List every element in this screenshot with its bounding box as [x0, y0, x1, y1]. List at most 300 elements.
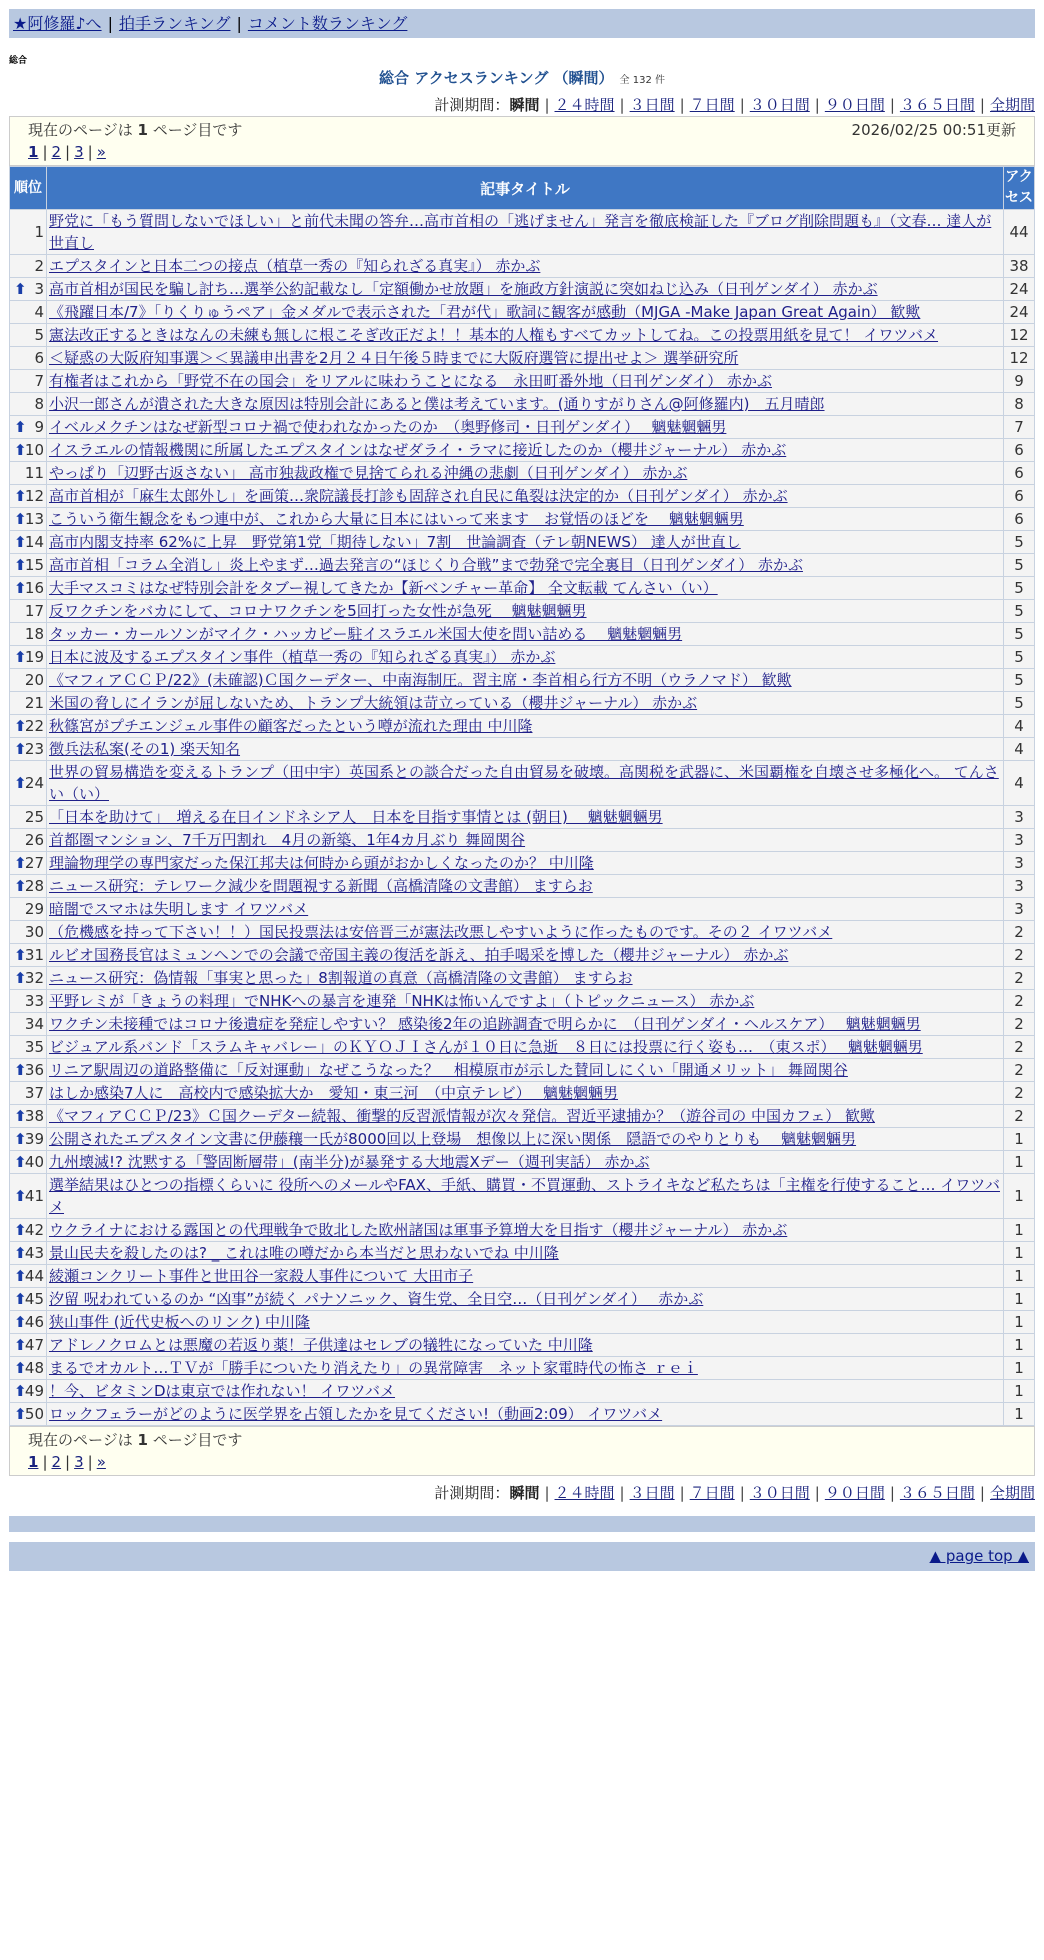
- period-separator: |: [814, 1484, 820, 1502]
- rank-cell: [10, 669, 47, 692]
- rank-number: 43: [24, 1244, 44, 1262]
- period-link[interactable]: ３０日間: [749, 96, 810, 114]
- table-row: [10, 1288, 1035, 1311]
- page-separator: |: [42, 143, 48, 161]
- up-arrow-icon: ⬆: [14, 418, 27, 436]
- article-link[interactable]: ワクチン未接種ではコロナ後遺症を発症しやすい？ 感染後2年の追跡調査で明らかに （日刊ゲンダイ・ヘルスケア） 魑魅魍魎男: [49, 1015, 921, 1033]
- access-count: 2: [1004, 1013, 1035, 1036]
- rank-number: 27: [24, 854, 44, 872]
- rank-number: 12: [24, 487, 44, 505]
- article-link[interactable]: 平野レミが「きょうの料理」でNHKへの暴言を連発「NHKは怖いんですよ」（トピックニュース） 赤かぶ: [49, 992, 755, 1010]
- table-row: [10, 829, 1035, 852]
- title-cell: [47, 577, 1004, 600]
- rank-cell: [10, 990, 47, 1013]
- rank-cell: [10, 577, 47, 600]
- page-link[interactable]: 1: [28, 1453, 39, 1471]
- access-count: 38: [1004, 255, 1035, 278]
- rank-cell: [10, 347, 47, 370]
- period-separator: |: [544, 1484, 550, 1502]
- rank-cell: [10, 1036, 47, 1059]
- comment-ranking-link[interactable]: コメント数ランキング: [247, 14, 408, 33]
- period-selector-top: [9, 94, 1035, 116]
- title-cell: [47, 1036, 1004, 1059]
- article-link[interactable]: 日本に波及するエプスタイン事件（植草一秀の『知られざる真実』） 赤かぶ: [49, 648, 556, 666]
- title-cell: [47, 531, 1004, 554]
- table-row: [10, 646, 1035, 669]
- access-count: 24: [1004, 301, 1035, 324]
- rank-number: 21: [24, 694, 44, 712]
- article-link[interactable]: やっぱり「辺野古返さない」 高市独裁政権で見捨てられる沖縄の悲劇（日刊ゲンダイ） 赤かぶ: [49, 464, 688, 482]
- article-link[interactable]: こういう衛生観念をもつ連中が、これから大量に日本にはいって来ます お覚悟のほどを 魑魅魍魎男: [49, 510, 744, 528]
- pager-current: 1: [137, 121, 148, 139]
- table-row: [10, 1059, 1035, 1082]
- up-arrow-icon: ⬆: [14, 487, 27, 505]
- table-row: [10, 1219, 1035, 1242]
- table-row: [10, 967, 1035, 990]
- page-separator: |: [87, 1453, 93, 1471]
- article-link[interactable]: ビジュアル系バンド「スラムキャバレー」のＫＹＯＪＩさんが１０日に急逝 ８日には投票に行く姿も… （東スポ） 魑魅魍魎男: [49, 1038, 923, 1056]
- table-row: [10, 1105, 1035, 1128]
- title-cell: [47, 1219, 1004, 1242]
- pager-status-row: [28, 1429, 1016, 1451]
- article-link[interactable]: 憲法改正するときはなんの未練も無しに根こそぎ改正だよ！！基本的人権もすべてカットしてね。この投票用紙を見て！ イワツバメ: [49, 326, 939, 344]
- period-separator: |: [679, 1484, 685, 1502]
- up-arrow-icon: ⬆: [14, 717, 27, 735]
- rank-cell: [10, 210, 47, 255]
- article-link[interactable]: 綾瀬コンクリート事件と世田谷一家殺人事件について 大田市子: [49, 1267, 474, 1285]
- up-arrow-icon: ⬆: [14, 1382, 27, 1400]
- table-row: [10, 1151, 1035, 1174]
- title-cell: [47, 967, 1004, 990]
- rank-cell: [10, 439, 47, 462]
- rank-number: 26: [24, 831, 44, 849]
- up-arrow-icon: ⬆: [14, 774, 27, 792]
- rank-cell: [10, 1242, 47, 1265]
- table-row: [10, 393, 1035, 416]
- table-row: [10, 485, 1035, 508]
- period-current: 瞬間: [509, 1484, 540, 1502]
- title-cell: [47, 347, 1004, 370]
- article-link[interactable]: 世界の貿易構造を変えるトランプ（田中宇）英国系との談合だった自由貿易を破壊。高関税を武器に、米国覇権を自壊させ多極化へ。 てんさい（い）: [49, 763, 999, 803]
- table-row: [10, 347, 1035, 370]
- rank-cell: [10, 1380, 47, 1403]
- article-link[interactable]: リニア駅周辺の道路整備に「反対運動」なぜこうなった？ 相模原市が示した賛同しにくい「開通メリット」 舞岡関谷: [49, 1061, 848, 1079]
- rank-number: 8: [34, 395, 44, 413]
- article-link[interactable]: 景山民夫を殺したのは? _ これは唯の噂だから本当だと思わないでね 中川隆: [49, 1244, 559, 1262]
- updated-time: 2026/02/25 00:51更新: [851, 121, 1016, 139]
- pager-prefix: 現在のページは: [28, 121, 138, 139]
- table-row: [10, 1380, 1035, 1403]
- table-row: [10, 1311, 1035, 1334]
- up-arrow-icon: ⬆: [14, 1187, 27, 1205]
- article-link[interactable]: 有権者はこれから「野党不在の国会」をリアルに味わうことになる 永田町番外地（日刊ゲンダイ） 赤かぶ: [49, 372, 772, 390]
- nav-separator: |: [236, 14, 242, 33]
- access-count: 8: [1004, 393, 1035, 416]
- up-arrow-icon: ⬆: [14, 1290, 27, 1308]
- article-link[interactable]: 九州壊滅!? 沈黙する「警固断層帯」(南半分)が暴発する大地震Xデー（週刊実話） 赤かぶ: [49, 1153, 650, 1171]
- period-link[interactable]: ２４時間: [554, 96, 615, 114]
- article-link[interactable]: 徴兵法私案(その1) 楽天知名: [49, 740, 241, 758]
- title-cell: [47, 1151, 1004, 1174]
- rank-number: 38: [24, 1107, 44, 1125]
- period-link[interactable]: ３６５日間: [899, 1484, 975, 1502]
- page: [0, 9, 1044, 1571]
- article-link[interactable]: 「日本を助けて」 増える在日インドネシア人 日本を目指す事情とは (朝日) 魑魅魍魎男: [49, 808, 663, 826]
- article-link[interactable]: 野党に「もう質問しないでほしい」と前代未聞の答弁…高市首相の「逃げません」発言を徹底検証した『ブログ削除問題も』（文春… 達人が世直し: [49, 212, 992, 252]
- article-link[interactable]: 理論物理学の専門家だった保江邦夫は何時から頭がおかしくなったのか？ 中川隆: [49, 854, 594, 872]
- title-cell: [47, 944, 1004, 967]
- title-cell: [47, 1265, 1004, 1288]
- article-link[interactable]: 暗闇でスマホは失明します イワツバメ: [49, 900, 309, 918]
- article-link[interactable]: 高市首相が「麻生太郎外し」を画策…衆院議長打診も固辞され自民に亀裂は決定的か（日刊ゲンダイ） 赤かぶ: [49, 487, 788, 505]
- page-link[interactable]: 2: [51, 1453, 62, 1471]
- table-row: [10, 1357, 1035, 1380]
- article-link[interactable]: ウクライナにおける露国との代理戦争で敗北した欧州諸国は軍事予算増大を目指す（櫻井ジャーナル） 赤かぶ: [49, 1221, 788, 1239]
- table-row: [10, 508, 1035, 531]
- title-cell: [47, 990, 1004, 1013]
- access-count: 1: [1004, 1334, 1035, 1357]
- rank-cell: [10, 301, 47, 324]
- access-count: 4: [1004, 738, 1035, 761]
- rank-number: 50: [24, 1405, 44, 1423]
- rank-cell: [10, 967, 47, 990]
- rank-number: 35: [24, 1038, 44, 1056]
- applause-ranking-link[interactable]: 拍手ランキング: [118, 14, 231, 33]
- rank-cell: [10, 1151, 47, 1174]
- up-arrow-icon: ⬆: [14, 1359, 27, 1377]
- access-count: 2: [1004, 1036, 1035, 1059]
- title-cell: [47, 806, 1004, 829]
- table-header-row: [10, 167, 1035, 210]
- access-count: 1: [1004, 1311, 1035, 1334]
- title-cell: [47, 301, 1004, 324]
- rank-number: 34: [24, 1015, 44, 1033]
- pager-suffix: ページ目です: [147, 121, 243, 139]
- page-separator: |: [65, 143, 71, 161]
- up-arrow-icon: ⬆: [14, 1405, 27, 1423]
- title-cell: [47, 278, 1004, 301]
- title-cell: [47, 1288, 1004, 1311]
- title-cell: [47, 738, 1004, 761]
- rank-number: 9: [34, 418, 44, 436]
- rank-header: 順位: [10, 167, 47, 210]
- period-link[interactable]: ７日間: [689, 96, 735, 114]
- page-separator: |: [42, 1453, 48, 1471]
- up-arrow-icon: ⬆: [14, 579, 27, 597]
- home-link[interactable]: ★阿修羅♪へ: [13, 14, 102, 33]
- article-link[interactable]: イベルメクチンはなぜ新型コロナ禍で使われなかったのか （奥野修司・日刊ゲンダイ） 魑魅魍魎男: [49, 418, 727, 436]
- period-link[interactable]: ３日間: [629, 96, 675, 114]
- table-row: [10, 669, 1035, 692]
- up-arrow-icon: ⬆: [14, 1130, 27, 1148]
- title-cell: [47, 1082, 1004, 1105]
- rank-number: 10: [24, 441, 44, 459]
- access-count: 12: [1004, 324, 1035, 347]
- title-cell: [47, 623, 1004, 646]
- pager-bottom: [9, 1426, 1035, 1476]
- rank-number: 30: [24, 923, 44, 941]
- title-cell: [47, 600, 1004, 623]
- article-link[interactable]: 高市首相「コラム全消し」炎上やまず…過去発言の“ほじくり合戦”まで勃発で完全裏目（日刊ゲンダイ） 赤かぶ: [49, 556, 803, 574]
- title-cell: [47, 554, 1004, 577]
- access-count: 2: [1004, 990, 1035, 1013]
- rank-number: 13: [24, 510, 44, 528]
- up-arrow-icon: ⬆: [14, 854, 27, 872]
- period-link[interactable]: ２４時間: [554, 1484, 615, 1502]
- article-link[interactable]: 秋篠宮がプチエンジェル事件の顧客だったという噂が流れた理由 中川隆: [49, 717, 533, 735]
- period-label: 計測期間：: [434, 96, 510, 114]
- rank-cell: [10, 1013, 47, 1036]
- rank-cell: [10, 623, 47, 646]
- access-count: 4: [1004, 761, 1035, 806]
- article-link[interactable]: 公開されたエプスタイン文書に伊藤穰一氏が8000回以上登場 想像以上に深い関係 隠語でのやりとりも 魑魅魍魎男: [49, 1130, 857, 1148]
- nav-separator: |: [107, 14, 113, 33]
- page-links: [28, 1451, 1016, 1473]
- period-separator: |: [619, 1484, 625, 1502]
- table-row: [10, 278, 1035, 301]
- article-link[interactable]: ！今、ビタミンDは東京では作れない！ イワツバメ: [49, 1382, 396, 1400]
- table-row: [10, 692, 1035, 715]
- title-cell: [47, 852, 1004, 875]
- period-link[interactable]: ３日間: [629, 1484, 675, 1502]
- period-link[interactable]: ９０日間: [824, 1484, 885, 1502]
- rank-number: 41: [24, 1187, 44, 1205]
- rank-cell: [10, 944, 47, 967]
- access-count: 7: [1004, 416, 1035, 439]
- period-separator: |: [619, 96, 625, 114]
- table-row: [10, 623, 1035, 646]
- up-arrow-icon: ⬆: [14, 969, 27, 987]
- table-row: [10, 921, 1035, 944]
- article-link[interactable]: ロックフェラーがどのように医学界を占領したかを見てください!（動画2:09） イワツバメ: [49, 1405, 663, 1423]
- table-row: [10, 806, 1035, 829]
- access-count: 44: [1004, 210, 1035, 255]
- access-count: 2: [1004, 967, 1035, 990]
- article-link[interactable]: イスラエルの情報機関に所属したエプスタインはなぜダライ・ラマに接近したのか（櫻井ジャーナル） 赤かぶ: [49, 441, 787, 459]
- up-arrow-icon: ⬆: [14, 1244, 27, 1262]
- access-count: 4: [1004, 715, 1035, 738]
- article-link[interactable]: タッカー・カールソンがマイク・ハッカビー駐イスラエル米国大使を問い詰める 魑魅魍魎男: [49, 625, 683, 643]
- rank-number: 3: [34, 280, 44, 298]
- access-count: 2: [1004, 1105, 1035, 1128]
- table-row: [10, 416, 1035, 439]
- article-link[interactable]: 高市内閣支持率 62%に上昇 野党第1党「期待しない」7割 世論調査（テレ朝NEWS） 達人が世直し: [49, 533, 741, 551]
- page-top-link[interactable]: ▲ page top ▲: [929, 1547, 1029, 1565]
- article-link[interactable]: 汐留 呪われているのか “凶事”が続く パナソニック、資生党、全日空…（日刊ゲンダイ） 赤かぶ: [49, 1290, 704, 1308]
- up-arrow-icon: ⬆: [14, 648, 27, 666]
- article-link[interactable]: 選挙結果はひとつの指標くらいに 役所へのメールやFAX、手紙、購買・不買運動、ストライキなど私たちは「主権を行使すること… イワツバメ: [49, 1176, 1000, 1216]
- page-link[interactable]: 3: [74, 1453, 84, 1471]
- article-link[interactable]: 米国の脅しにイランが屈しないため、トランプ大統領は苛立っている（櫻井ジャーナル） 赤かぶ: [49, 694, 698, 712]
- article-link[interactable]: 《飛躍日本/7》「りくりゅうペア」金メダルで表示された「君が代」歌詞に観客が感動（MJGA -Make Japan Great Again） 歓歟: [49, 303, 921, 321]
- up-arrow-icon: ⬆: [14, 1061, 27, 1079]
- rank-cell: [10, 531, 47, 554]
- period-separator: |: [889, 1484, 895, 1502]
- rank-cell: [10, 1174, 47, 1219]
- period-link[interactable]: ３０日間: [749, 1484, 810, 1502]
- up-arrow-icon: ⬆: [14, 1336, 27, 1354]
- access-count: 5: [1004, 531, 1035, 554]
- pager-status-row: [28, 119, 1016, 141]
- title-cell: [47, 715, 1004, 738]
- article-link[interactable]: 《マフィアＣＣＰ/23》Ｃ国クーデター続報、衝撃的反習派情報が次々発信。習近平逮捕か？（遊谷司の 中国カフェ） 歓歟: [49, 1107, 875, 1125]
- table-row: [10, 1174, 1035, 1219]
- table-row: [10, 1036, 1035, 1059]
- access-count: 1: [1004, 1403, 1035, 1426]
- access-count: 6: [1004, 508, 1035, 531]
- table-row: [10, 990, 1035, 1013]
- title-cell: [47, 485, 1004, 508]
- top-nav: [9, 9, 1035, 38]
- rank-cell: [10, 324, 47, 347]
- page-link[interactable]: 1: [28, 143, 39, 161]
- article-link[interactable]: ＜疑惑の大阪府知事選＞＜異議申出書を2月２４日午後５時までに大阪府選管に提出せよ＞ 選挙研究所: [49, 349, 739, 367]
- access-count: 1: [1004, 1288, 1035, 1311]
- rank-cell: [10, 600, 47, 623]
- title-cell: [47, 1128, 1004, 1151]
- table-row: [10, 761, 1035, 806]
- table-row: [10, 1082, 1035, 1105]
- article-link[interactable]: 反ワクチンをバカにして、コロナワクチンを5回打った女性が急死 魑魅魍魎男: [49, 602, 587, 620]
- title-cell: [47, 210, 1004, 255]
- article-link[interactable]: 小沢一郎さんが潰された大きな原因は特別会計にあると僕は考えています。(通りすがりさん@阿修羅内) 五月晴郎: [49, 395, 825, 413]
- rank-number: 46: [24, 1313, 44, 1331]
- rank-cell: [10, 921, 47, 944]
- access-count: 3: [1004, 829, 1035, 852]
- period-link[interactable]: 全期間: [989, 96, 1035, 114]
- table-row: [10, 462, 1035, 485]
- page-top-bar: [9, 1542, 1035, 1571]
- article-link[interactable]: 大手マスコミはなぜ特別会計をタブー視してきたか【新ベンチャー革命】 全文転載 てんさい（い）: [49, 579, 718, 597]
- title-cell: [47, 370, 1004, 393]
- access-count: 6: [1004, 485, 1035, 508]
- rank-cell: [10, 715, 47, 738]
- title-cell: [47, 416, 1004, 439]
- rank-cell: [10, 1403, 47, 1426]
- article-link[interactable]: 高市首相が国民を騙し討ち…選挙公約記載なし「定額働かせ放題」を施政方針演説に突如ねじ込み（日刊ゲンダイ） 赤かぶ: [49, 280, 878, 298]
- access-count: 1: [1004, 1219, 1035, 1242]
- title-cell: [47, 1242, 1004, 1265]
- table-row: [10, 1265, 1035, 1288]
- next-page-link[interactable]: »: [96, 143, 106, 161]
- article-link[interactable]: ルビオ国務長官はミュンヘンでの会議で帝国主義の復活を訴え、拍手喝采を博した（櫻井ジャーナル） 赤かぶ: [49, 946, 789, 964]
- rank-cell: [10, 416, 47, 439]
- rank-number: 6: [34, 349, 44, 367]
- up-arrow-icon: ⬆: [14, 1267, 27, 1285]
- period-link[interactable]: 全期間: [989, 1484, 1035, 1502]
- article-link[interactable]: 狭山事件 (近代史板へのリンク) 中川隆: [49, 1313, 310, 1331]
- up-arrow-icon: ⬆: [14, 1313, 27, 1331]
- title-cell: [47, 439, 1004, 462]
- title-cell: [47, 255, 1004, 278]
- article-link[interactable]: 首都圏マンション、7千万円割れ 4月の新築、1年4カ月ぶり 舞岡関谷: [49, 831, 526, 849]
- pager-prefix: 現在のページは: [28, 1431, 138, 1449]
- rank-number: 22: [24, 717, 44, 735]
- rank-cell: [10, 393, 47, 416]
- table-row: [10, 1128, 1035, 1151]
- title-cell: [47, 669, 1004, 692]
- access-count: 1: [1004, 1151, 1035, 1174]
- title-cell: [47, 324, 1004, 347]
- rank-number: 17: [24, 602, 44, 620]
- access-count: 5: [1004, 554, 1035, 577]
- up-arrow-icon: ⬆: [14, 946, 27, 964]
- title-cell: [47, 829, 1004, 852]
- rank-number: 2: [34, 257, 44, 275]
- page-link[interactable]: 2: [51, 143, 62, 161]
- rank-number: 42: [24, 1221, 44, 1239]
- title-cell: [47, 1380, 1004, 1403]
- ranking-body: [10, 210, 1035, 1426]
- title-cell: [47, 646, 1004, 669]
- period-link[interactable]: ９０日間: [824, 96, 885, 114]
- period-separator: |: [979, 96, 985, 114]
- rank-cell: [10, 485, 47, 508]
- page-separator: |: [87, 143, 93, 161]
- table-row: [10, 439, 1035, 462]
- rank-number: 33: [24, 992, 44, 1010]
- table-row: [10, 852, 1035, 875]
- category-label: 総合: [9, 56, 28, 66]
- next-page-link[interactable]: »: [96, 1453, 106, 1471]
- article-link[interactable]: ニュース研究：偽情報「事実と思った」8割報道の真意（高橋清隆の文書館） ますらお: [49, 969, 633, 987]
- rank-number: 40: [24, 1153, 44, 1171]
- period-link[interactable]: ７日間: [689, 1484, 735, 1502]
- article-link[interactable]: はしか感染7人に 高校内で感染拡大か 愛知・東三河 （中京テレビ） 魑魅魍魎男: [49, 1084, 619, 1102]
- page-link[interactable]: 3: [74, 143, 84, 161]
- title-cell: [47, 898, 1004, 921]
- rank-cell: [10, 1288, 47, 1311]
- up-arrow-icon: ⬆: [14, 556, 27, 574]
- article-link[interactable]: 《マフィアＣＣＰ/22》(未確認)Ｃ国クーデター、中南海制圧。習主席・李首相ら行方不明（ウラノマド） 歓歟: [49, 671, 792, 689]
- table-row: [10, 210, 1035, 255]
- rank-number: 15: [24, 556, 44, 574]
- article-link[interactable]: アドレノクロムとは悪魔の若返り薬！子供達はセレブの犠牲になっていた 中川隆: [49, 1336, 593, 1354]
- table-row: [10, 738, 1035, 761]
- access-count: 12: [1004, 347, 1035, 370]
- access-count: 9: [1004, 370, 1035, 393]
- rank-cell: [10, 1059, 47, 1082]
- page-title: [9, 67, 1035, 88]
- access-count: 1: [1004, 1128, 1035, 1151]
- pager-current: 1: [137, 1431, 148, 1449]
- up-arrow-icon: ⬆: [14, 533, 27, 551]
- rank-cell: [10, 508, 47, 531]
- access-count: 1: [1004, 1174, 1035, 1219]
- access-count: 3: [1004, 898, 1035, 921]
- article-link[interactable]: ニュース研究：テレワーク減少を問題視する新聞（高橋清隆の文書館） ますらお: [49, 877, 593, 895]
- rank-number: 39: [24, 1130, 44, 1148]
- title-cell: [47, 921, 1004, 944]
- access-count: 6: [1004, 462, 1035, 485]
- article-link[interactable]: エプスタインと日本二つの接点（植草一秀の『知られざる真実』） 赤かぶ: [49, 257, 541, 275]
- access-count: 2: [1004, 1082, 1035, 1105]
- article-link[interactable]: まるでオカルト…ＴＶが「勝手についたり消えたり」の異常障害 ネット家電時代の怖さ ｒｅｉ: [49, 1359, 698, 1377]
- period-current: 瞬間: [509, 96, 540, 114]
- article-link[interactable]: （危機感を持って下さい！！）国民投票法は安倍晋三が憲法改悪しやすいように作ったものです。その２ イワツバメ: [49, 923, 833, 941]
- rank-cell: [10, 1105, 47, 1128]
- title-cell: [47, 1105, 1004, 1128]
- table-row: [10, 600, 1035, 623]
- table-row: [10, 301, 1035, 324]
- up-arrow-icon: ⬆: [14, 280, 27, 298]
- table-row: [10, 554, 1035, 577]
- ranking-table: [9, 166, 1035, 1426]
- current-page-text: [28, 119, 242, 141]
- period-link[interactable]: ３６５日間: [899, 96, 975, 114]
- access-count: 5: [1004, 646, 1035, 669]
- access-count: 3: [1004, 875, 1035, 898]
